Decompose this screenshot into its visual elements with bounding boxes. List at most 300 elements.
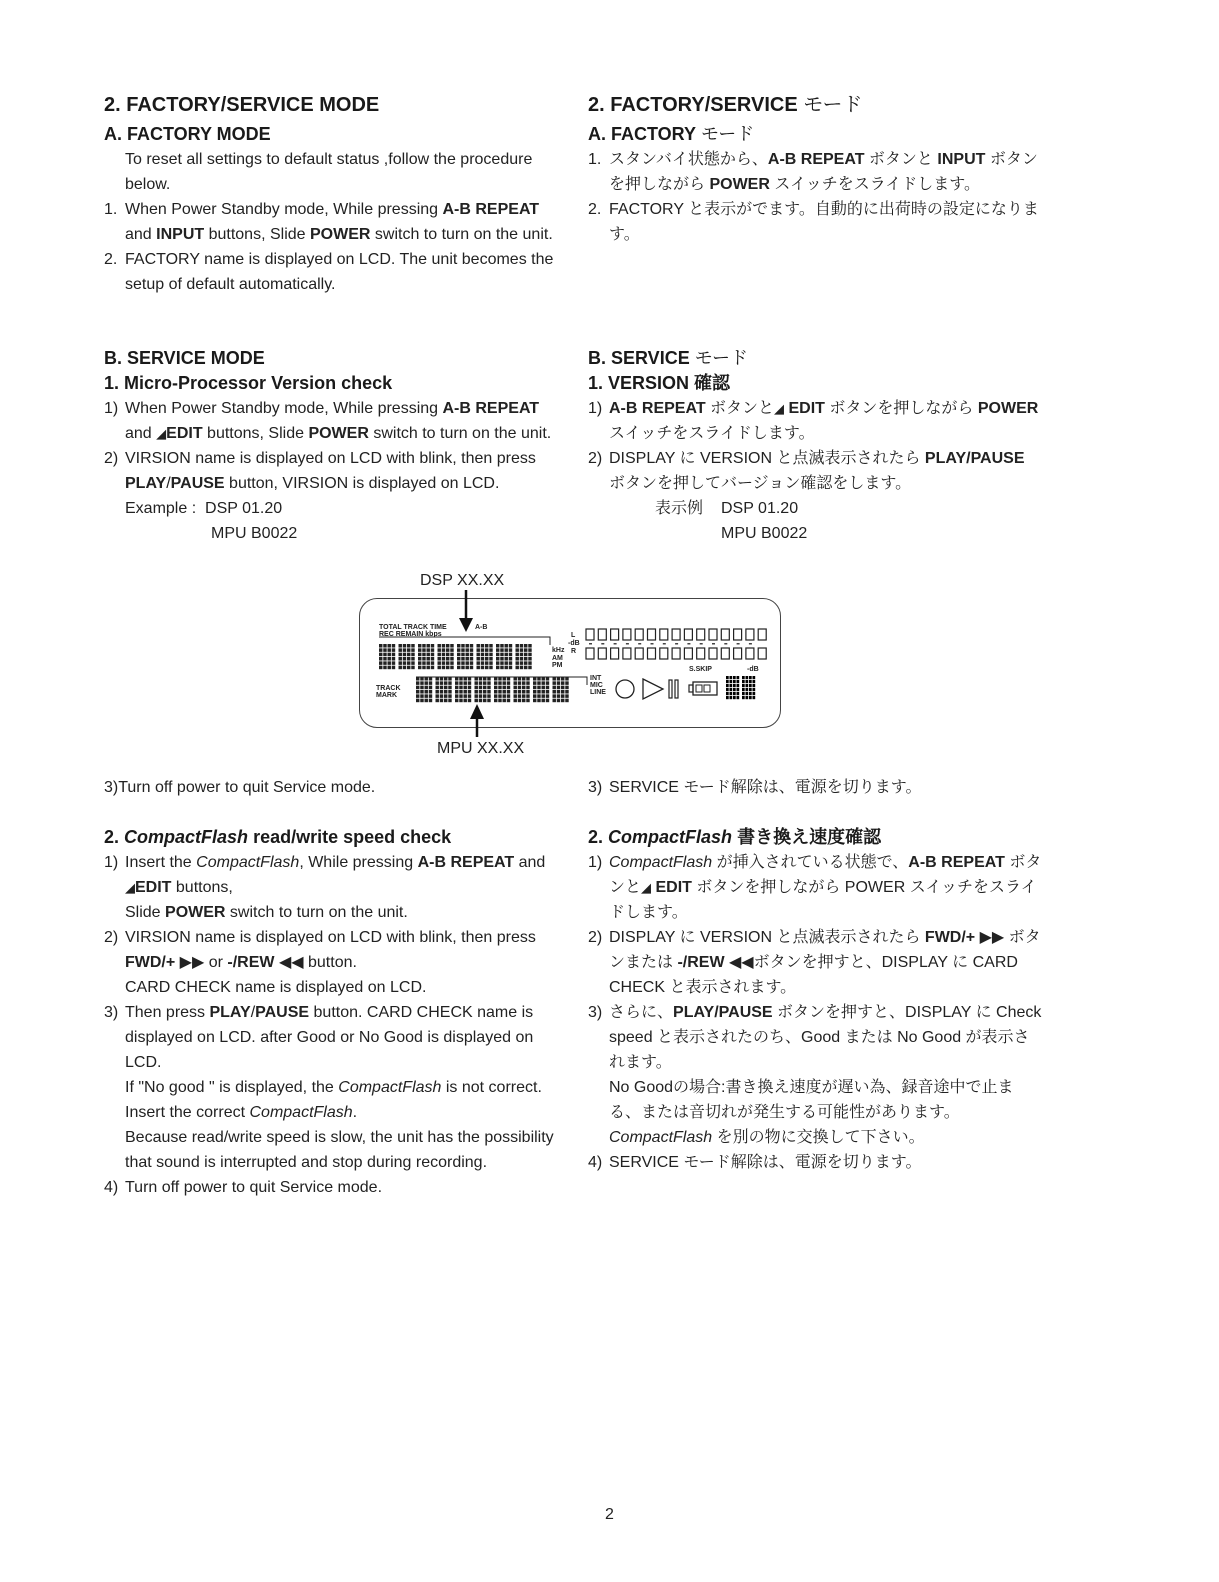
lcd-dot bbox=[425, 690, 428, 694]
lcd-dot bbox=[459, 699, 462, 703]
lcd-dot bbox=[461, 653, 464, 657]
lcd-dot bbox=[407, 648, 410, 652]
lcd-dot bbox=[388, 644, 391, 648]
level-meter-cell bbox=[721, 629, 729, 640]
level-meter-cell bbox=[660, 648, 668, 659]
lcd-dot bbox=[498, 686, 501, 690]
lcd-dot bbox=[444, 694, 447, 698]
lcd-dot bbox=[403, 666, 406, 670]
lcd-dot bbox=[470, 653, 473, 657]
lcd-dot bbox=[388, 653, 391, 657]
lcd-l-label: L bbox=[571, 632, 576, 639]
lcd-dot bbox=[459, 690, 462, 694]
lcd-dot bbox=[498, 681, 501, 685]
lcd-dot bbox=[533, 686, 536, 690]
lcd-dot bbox=[524, 644, 527, 648]
lcd-dot bbox=[503, 686, 506, 690]
factory-step-2-jp: 2. FACTORY と表示がでます。自動的に出荷時の設定になります。 bbox=[588, 201, 1039, 243]
lcd-dot bbox=[514, 677, 517, 681]
lcd-dot bbox=[459, 694, 462, 698]
lcd-dot bbox=[487, 690, 490, 694]
lcd-dot bbox=[483, 681, 486, 685]
level-meter-cell bbox=[709, 629, 717, 640]
cf-step-1: 1) Insert the CompactFlash, While pressing A-B REPEAT and ◢EDIT buttons, Slide POWER switch to turn on the unit. bbox=[104, 854, 546, 921]
lcd-dot bbox=[537, 694, 540, 698]
lcd-dot bbox=[457, 644, 460, 648]
lcd-dot bbox=[542, 681, 545, 685]
lcd-dot bbox=[444, 699, 447, 703]
lcd-dot bbox=[500, 666, 503, 670]
lcd-dot bbox=[518, 677, 521, 681]
lcd-dot bbox=[520, 661, 523, 665]
lcd-dot bbox=[470, 666, 473, 670]
lcd-dot bbox=[496, 657, 499, 661]
lcd-dot bbox=[485, 666, 488, 670]
lcd-sskip-label: S.SKIP bbox=[689, 666, 712, 673]
level-meter-cell bbox=[611, 629, 619, 640]
level-meter-cell bbox=[697, 629, 705, 640]
meter-scale-tick bbox=[724, 643, 727, 645]
lcd-dot bbox=[520, 653, 523, 657]
lcd-pm-label: PM bbox=[552, 662, 563, 669]
lcd-dot bbox=[507, 690, 510, 694]
lcd-dot bbox=[503, 690, 506, 694]
lcd-dot bbox=[742, 696, 745, 699]
lcd-dot bbox=[466, 653, 469, 657]
lcd-dot bbox=[392, 666, 395, 670]
lcd-dot bbox=[494, 690, 497, 694]
lcd-dot bbox=[496, 644, 499, 648]
meter-scale-tick bbox=[749, 643, 752, 645]
lcd-dot bbox=[489, 653, 492, 657]
meter-scale-tick bbox=[626, 643, 629, 645]
level-meter-cell bbox=[635, 648, 643, 659]
lcd-db2-label: -dB bbox=[747, 666, 759, 673]
factory-mode-heading: A. FACTORY MODE bbox=[104, 124, 271, 144]
lcd-dot bbox=[475, 686, 478, 690]
lcd-dot bbox=[498, 690, 501, 694]
lcd-dot bbox=[379, 648, 382, 652]
lcd-dot bbox=[399, 666, 402, 670]
lcd-dot bbox=[420, 694, 423, 698]
lcd-dot bbox=[483, 690, 486, 694]
lcd-dot bbox=[475, 690, 478, 694]
lcd-dot bbox=[450, 666, 453, 670]
lcd-dot bbox=[526, 681, 529, 685]
dsp-label: DSP XX.XX bbox=[420, 572, 505, 589]
lcd-dot bbox=[509, 653, 512, 657]
lcd-dot bbox=[487, 694, 490, 698]
lcd-dot bbox=[459, 686, 462, 690]
lcd-dot bbox=[450, 661, 453, 665]
lcd-dot bbox=[450, 644, 453, 648]
level-meter-cell bbox=[611, 648, 619, 659]
lcd-dot bbox=[742, 684, 745, 687]
lcd-dot bbox=[429, 699, 432, 703]
factory-intro: To reset all settings to default status ,follow the procedure below. bbox=[125, 151, 533, 193]
lcd-dot bbox=[431, 653, 434, 657]
lcd-dot bbox=[392, 653, 395, 657]
lcd-total-label: TOTAL TRACK TIME bbox=[379, 624, 447, 631]
lcd-dot bbox=[485, 644, 488, 648]
lcd-dot bbox=[496, 661, 499, 665]
version-example: Example : DSP 01.20 bbox=[125, 500, 283, 517]
lcd-dot bbox=[500, 661, 503, 665]
lcd-dot bbox=[442, 653, 445, 657]
lcd-dot bbox=[459, 677, 462, 681]
lcd-dot bbox=[383, 644, 386, 648]
lcd-dot bbox=[466, 644, 469, 648]
lcd-dot bbox=[448, 690, 451, 694]
lcd-dot bbox=[461, 666, 464, 670]
lcd-dot bbox=[726, 676, 729, 679]
lcd-dot bbox=[468, 681, 471, 685]
lcd-dot bbox=[416, 686, 419, 690]
lcd-dot bbox=[553, 677, 556, 681]
lcd-dot bbox=[379, 644, 382, 648]
lcd-dot bbox=[379, 666, 382, 670]
cf-step-3: 3) Then press PLAY/PAUSE button. CARD CHECK name is displayed on LCD. after Good or No Good is displayed on LCD. If "No good " is displayed, the CompactFlash is not correct. Insert the correct CompactFlash. Because read/write speed is slow, the unit has the possibility that sound is interrupted and stop during recording. bbox=[104, 1004, 554, 1171]
lcd-dot bbox=[418, 661, 421, 665]
lcd-dot bbox=[514, 686, 517, 690]
lcd-dot bbox=[730, 688, 733, 691]
lcd-dot bbox=[477, 644, 480, 648]
lcd-dot bbox=[429, 694, 432, 698]
cf-check-heading-jp: 2. CompactFlash 書き換え速度確認 bbox=[588, 827, 882, 847]
lcd-dot bbox=[528, 666, 531, 670]
meter-scale-tick bbox=[675, 643, 678, 645]
level-meter-cell bbox=[746, 648, 754, 659]
lcd-dot bbox=[742, 676, 745, 679]
lcd-dot bbox=[524, 648, 527, 652]
lcd-dot bbox=[522, 699, 525, 703]
lcd-dot bbox=[446, 666, 449, 670]
lcd-dot bbox=[431, 648, 434, 652]
lcd-mark-label: MARK bbox=[376, 692, 397, 699]
lcd-dot bbox=[422, 666, 425, 670]
level-meter-cell bbox=[623, 629, 631, 640]
lcd-dot bbox=[487, 677, 490, 681]
lcd-dot bbox=[518, 694, 521, 698]
lcd-dot bbox=[746, 692, 749, 695]
lcd-dot bbox=[537, 686, 540, 690]
lcd-dot bbox=[526, 694, 529, 698]
lcd-dot bbox=[528, 648, 531, 652]
lcd-dot bbox=[489, 661, 492, 665]
lcd-dot bbox=[450, 657, 453, 661]
lcd-dot bbox=[505, 657, 508, 661]
lcd-dot bbox=[457, 657, 460, 661]
lcd-dot bbox=[533, 681, 536, 685]
lcd-dot bbox=[496, 653, 499, 657]
level-meter-cell bbox=[660, 629, 668, 640]
lcd-dot bbox=[418, 644, 421, 648]
lcd-dot bbox=[479, 694, 482, 698]
lcd-dot bbox=[438, 648, 441, 652]
lcd-dot bbox=[450, 653, 453, 657]
lcd-dot bbox=[455, 686, 458, 690]
lcd-dot bbox=[418, 653, 421, 657]
lcd-dot bbox=[524, 666, 527, 670]
lcd-dot bbox=[565, 677, 568, 681]
lcd-dot bbox=[509, 648, 512, 652]
lcd-dot bbox=[514, 694, 517, 698]
lcd-dot bbox=[431, 657, 434, 661]
lcd-dot bbox=[505, 661, 508, 665]
lcd-dot bbox=[542, 677, 545, 681]
lcd-dot bbox=[464, 677, 467, 681]
lcd-dot bbox=[516, 661, 519, 665]
lcd-dot bbox=[416, 690, 419, 694]
lcd-dot bbox=[489, 648, 492, 652]
lcd-dot bbox=[444, 677, 447, 681]
lcd-dot bbox=[524, 661, 527, 665]
lcd-dot bbox=[416, 694, 419, 698]
lcd-dot bbox=[749, 688, 752, 691]
lcd-dot bbox=[522, 681, 525, 685]
lcd-dot bbox=[448, 677, 451, 681]
lcd-dot bbox=[425, 681, 428, 685]
lcd-dot bbox=[533, 677, 536, 681]
lcd-dot bbox=[470, 644, 473, 648]
lcd-dot bbox=[753, 684, 756, 687]
lcd-dot bbox=[546, 677, 549, 681]
lcd-dot bbox=[411, 666, 414, 670]
cf-step-4: 4) Turn off power to quit Service mode. bbox=[104, 1179, 383, 1196]
lcd-dot bbox=[477, 657, 480, 661]
lcd-rec-label: REC REMAIN kbps bbox=[379, 631, 442, 638]
lcd-dot bbox=[442, 644, 445, 648]
lcd-dot bbox=[470, 657, 473, 661]
lcd-dot bbox=[485, 648, 488, 652]
lcd-dot bbox=[487, 681, 490, 685]
level-meter-cell bbox=[684, 629, 692, 640]
lcd-dot bbox=[733, 676, 736, 679]
lcd-dot bbox=[514, 699, 517, 703]
lcd-dot bbox=[507, 686, 510, 690]
lcd-dot bbox=[475, 681, 478, 685]
lcd-dot bbox=[528, 644, 531, 648]
lcd-dot bbox=[546, 690, 549, 694]
lcd-dot bbox=[429, 686, 432, 690]
lcd-dot bbox=[427, 644, 430, 648]
lcd-dot bbox=[383, 666, 386, 670]
lcd-dot bbox=[420, 681, 423, 685]
lcd-dot bbox=[494, 677, 497, 681]
lcd-dot bbox=[464, 694, 467, 698]
lcd-dot bbox=[425, 699, 428, 703]
cf-step-4-jp: 4) SERVICE モード解除は、電源を切ります。 bbox=[588, 1154, 922, 1171]
level-meter-cell bbox=[758, 648, 766, 659]
meter-scale-tick bbox=[638, 643, 641, 645]
lcd-dot bbox=[470, 661, 473, 665]
lcd-dot bbox=[522, 694, 525, 698]
lcd-dot bbox=[526, 677, 529, 681]
lcd-dot bbox=[427, 666, 430, 670]
lcd-dot bbox=[505, 644, 508, 648]
lcd-dot bbox=[507, 681, 510, 685]
lcd-dot bbox=[431, 666, 434, 670]
lcd-dot bbox=[509, 666, 512, 670]
lcd-dot bbox=[528, 661, 531, 665]
lcd-dot bbox=[440, 699, 443, 703]
lcd-dot bbox=[733, 692, 736, 695]
lcd-dot bbox=[509, 657, 512, 661]
lcd-dot bbox=[746, 688, 749, 691]
lcd-dot bbox=[457, 666, 460, 670]
lcd-dot bbox=[533, 690, 536, 694]
lcd-dot bbox=[726, 684, 729, 687]
lcd-dot bbox=[726, 696, 729, 699]
lcd-dot bbox=[507, 694, 510, 698]
lcd-dot bbox=[524, 657, 527, 661]
lcd-display-diagram bbox=[359, 598, 781, 728]
level-meter-cell bbox=[672, 629, 680, 640]
lcd-dot bbox=[440, 677, 443, 681]
lcd-dot bbox=[749, 680, 752, 683]
lcd-dot bbox=[468, 686, 471, 690]
lcd-dot bbox=[383, 648, 386, 652]
lcd-dot bbox=[565, 690, 568, 694]
lcd-dot bbox=[753, 692, 756, 695]
lcd-dot bbox=[431, 661, 434, 665]
lcd-dot bbox=[522, 686, 525, 690]
lcd-dot bbox=[753, 680, 756, 683]
section-title: 2. FACTORY/SERVICE MODE bbox=[104, 94, 380, 116]
right-service-block bbox=[588, 346, 1043, 546]
right-column bbox=[588, 92, 1043, 247]
lcd-dot bbox=[379, 661, 382, 665]
lcd-dot bbox=[509, 644, 512, 648]
lcd-dot bbox=[520, 657, 523, 661]
lcd-dot bbox=[388, 657, 391, 661]
lcd-dot bbox=[399, 657, 402, 661]
lcd-dot bbox=[726, 688, 729, 691]
meter-scale-tick bbox=[601, 643, 604, 645]
lcd-dot bbox=[520, 666, 523, 670]
lcd-ab-label: A-B bbox=[475, 624, 488, 631]
lcd-dot bbox=[379, 653, 382, 657]
lcd-dot bbox=[546, 686, 549, 690]
lcd-dot bbox=[455, 681, 458, 685]
lcd-dot bbox=[733, 696, 736, 699]
lcd-dot bbox=[442, 648, 445, 652]
lcd-dot bbox=[416, 699, 419, 703]
lcd-dot bbox=[483, 686, 486, 690]
lcd-dot bbox=[496, 666, 499, 670]
lcd-dot bbox=[448, 694, 451, 698]
page-number: 2 bbox=[605, 1506, 614, 1523]
lcd-dot bbox=[557, 677, 560, 681]
lcd-int-label: INT bbox=[590, 675, 602, 682]
lcd-dot bbox=[526, 699, 529, 703]
level-meter-cell bbox=[672, 648, 680, 659]
lcd-dot bbox=[436, 677, 439, 681]
meter-scale-tick bbox=[712, 643, 715, 645]
lcd-dot bbox=[455, 694, 458, 698]
lcd-dot bbox=[422, 657, 425, 661]
lcd-dot bbox=[438, 661, 441, 665]
lcd-dot bbox=[557, 690, 560, 694]
lcd-dot bbox=[516, 666, 519, 670]
lcd-dot bbox=[753, 676, 756, 679]
lcd-dot bbox=[749, 684, 752, 687]
lcd-dot bbox=[436, 694, 439, 698]
lcd-dot bbox=[440, 686, 443, 690]
lcd-dot bbox=[485, 653, 488, 657]
lcd-dot bbox=[481, 653, 484, 657]
lcd-dot bbox=[461, 661, 464, 665]
lcd-dot bbox=[477, 666, 480, 670]
level-meter-cell bbox=[697, 648, 705, 659]
lcd-dot bbox=[425, 677, 428, 681]
lcd-dot bbox=[418, 657, 421, 661]
lcd-dot bbox=[483, 677, 486, 681]
lcd-dot bbox=[500, 653, 503, 657]
lcd-dot bbox=[464, 681, 467, 685]
lcd-dot bbox=[737, 684, 740, 687]
lcd-dot bbox=[524, 653, 527, 657]
lcd-dot bbox=[446, 648, 449, 652]
lcd-dot bbox=[561, 686, 564, 690]
level-meter-cell bbox=[586, 629, 594, 640]
lcd-dot bbox=[416, 681, 419, 685]
lcd-dot bbox=[726, 692, 729, 695]
lcd-dot bbox=[442, 657, 445, 661]
lcd-dot bbox=[537, 681, 540, 685]
lcd-dot bbox=[503, 681, 506, 685]
lcd-dot bbox=[542, 690, 545, 694]
lcd-dot bbox=[730, 676, 733, 679]
lcd-dot bbox=[446, 653, 449, 657]
lcd-dot bbox=[461, 644, 464, 648]
lcd-dot bbox=[518, 690, 521, 694]
lcd-dot bbox=[553, 699, 556, 703]
edit-triangle-icon: ◢ bbox=[774, 401, 785, 416]
lcd-dot bbox=[546, 694, 549, 698]
lcd-dot bbox=[561, 681, 564, 685]
lcd-segments-graphic bbox=[360, 599, 780, 727]
lcd-dot bbox=[388, 666, 391, 670]
lcd-track-label: TRACK bbox=[376, 685, 401, 692]
lcd-dot bbox=[392, 657, 395, 661]
lcd-dot bbox=[475, 694, 478, 698]
lcd-dot bbox=[537, 677, 540, 681]
lcd-dot bbox=[461, 648, 464, 652]
lcd-dot bbox=[494, 686, 497, 690]
level-meter-cell bbox=[734, 629, 742, 640]
lcd-dot bbox=[500, 644, 503, 648]
lcd-dot bbox=[457, 661, 460, 665]
lcd-dot bbox=[516, 644, 519, 648]
version-example-mpu: MPU B0022 bbox=[211, 525, 298, 542]
level-meter-cell bbox=[721, 648, 729, 659]
lcd-mic-label: MIC bbox=[590, 682, 603, 689]
lcd-dot bbox=[468, 677, 471, 681]
lcd-dot bbox=[749, 692, 752, 695]
edit-triangle-icon: ◢ bbox=[156, 426, 167, 441]
lcd-dot bbox=[516, 648, 519, 652]
service-mode-heading-jp: B. SERVICE モード bbox=[588, 348, 748, 368]
lcd-dot bbox=[565, 699, 568, 703]
lcd-dot bbox=[422, 661, 425, 665]
lcd-dot bbox=[481, 657, 484, 661]
lcd-dot bbox=[399, 648, 402, 652]
lcd-dot bbox=[411, 661, 414, 665]
cf-step-2: 2) VIRSION name is displayed on LCD with blink, then press FWD/+ ▶▶ or -/REW ◀◀ button. CARD CHECK name is displayed on LCD. bbox=[104, 929, 536, 996]
lcd-dot bbox=[503, 677, 506, 681]
lcd-dot bbox=[425, 686, 428, 690]
